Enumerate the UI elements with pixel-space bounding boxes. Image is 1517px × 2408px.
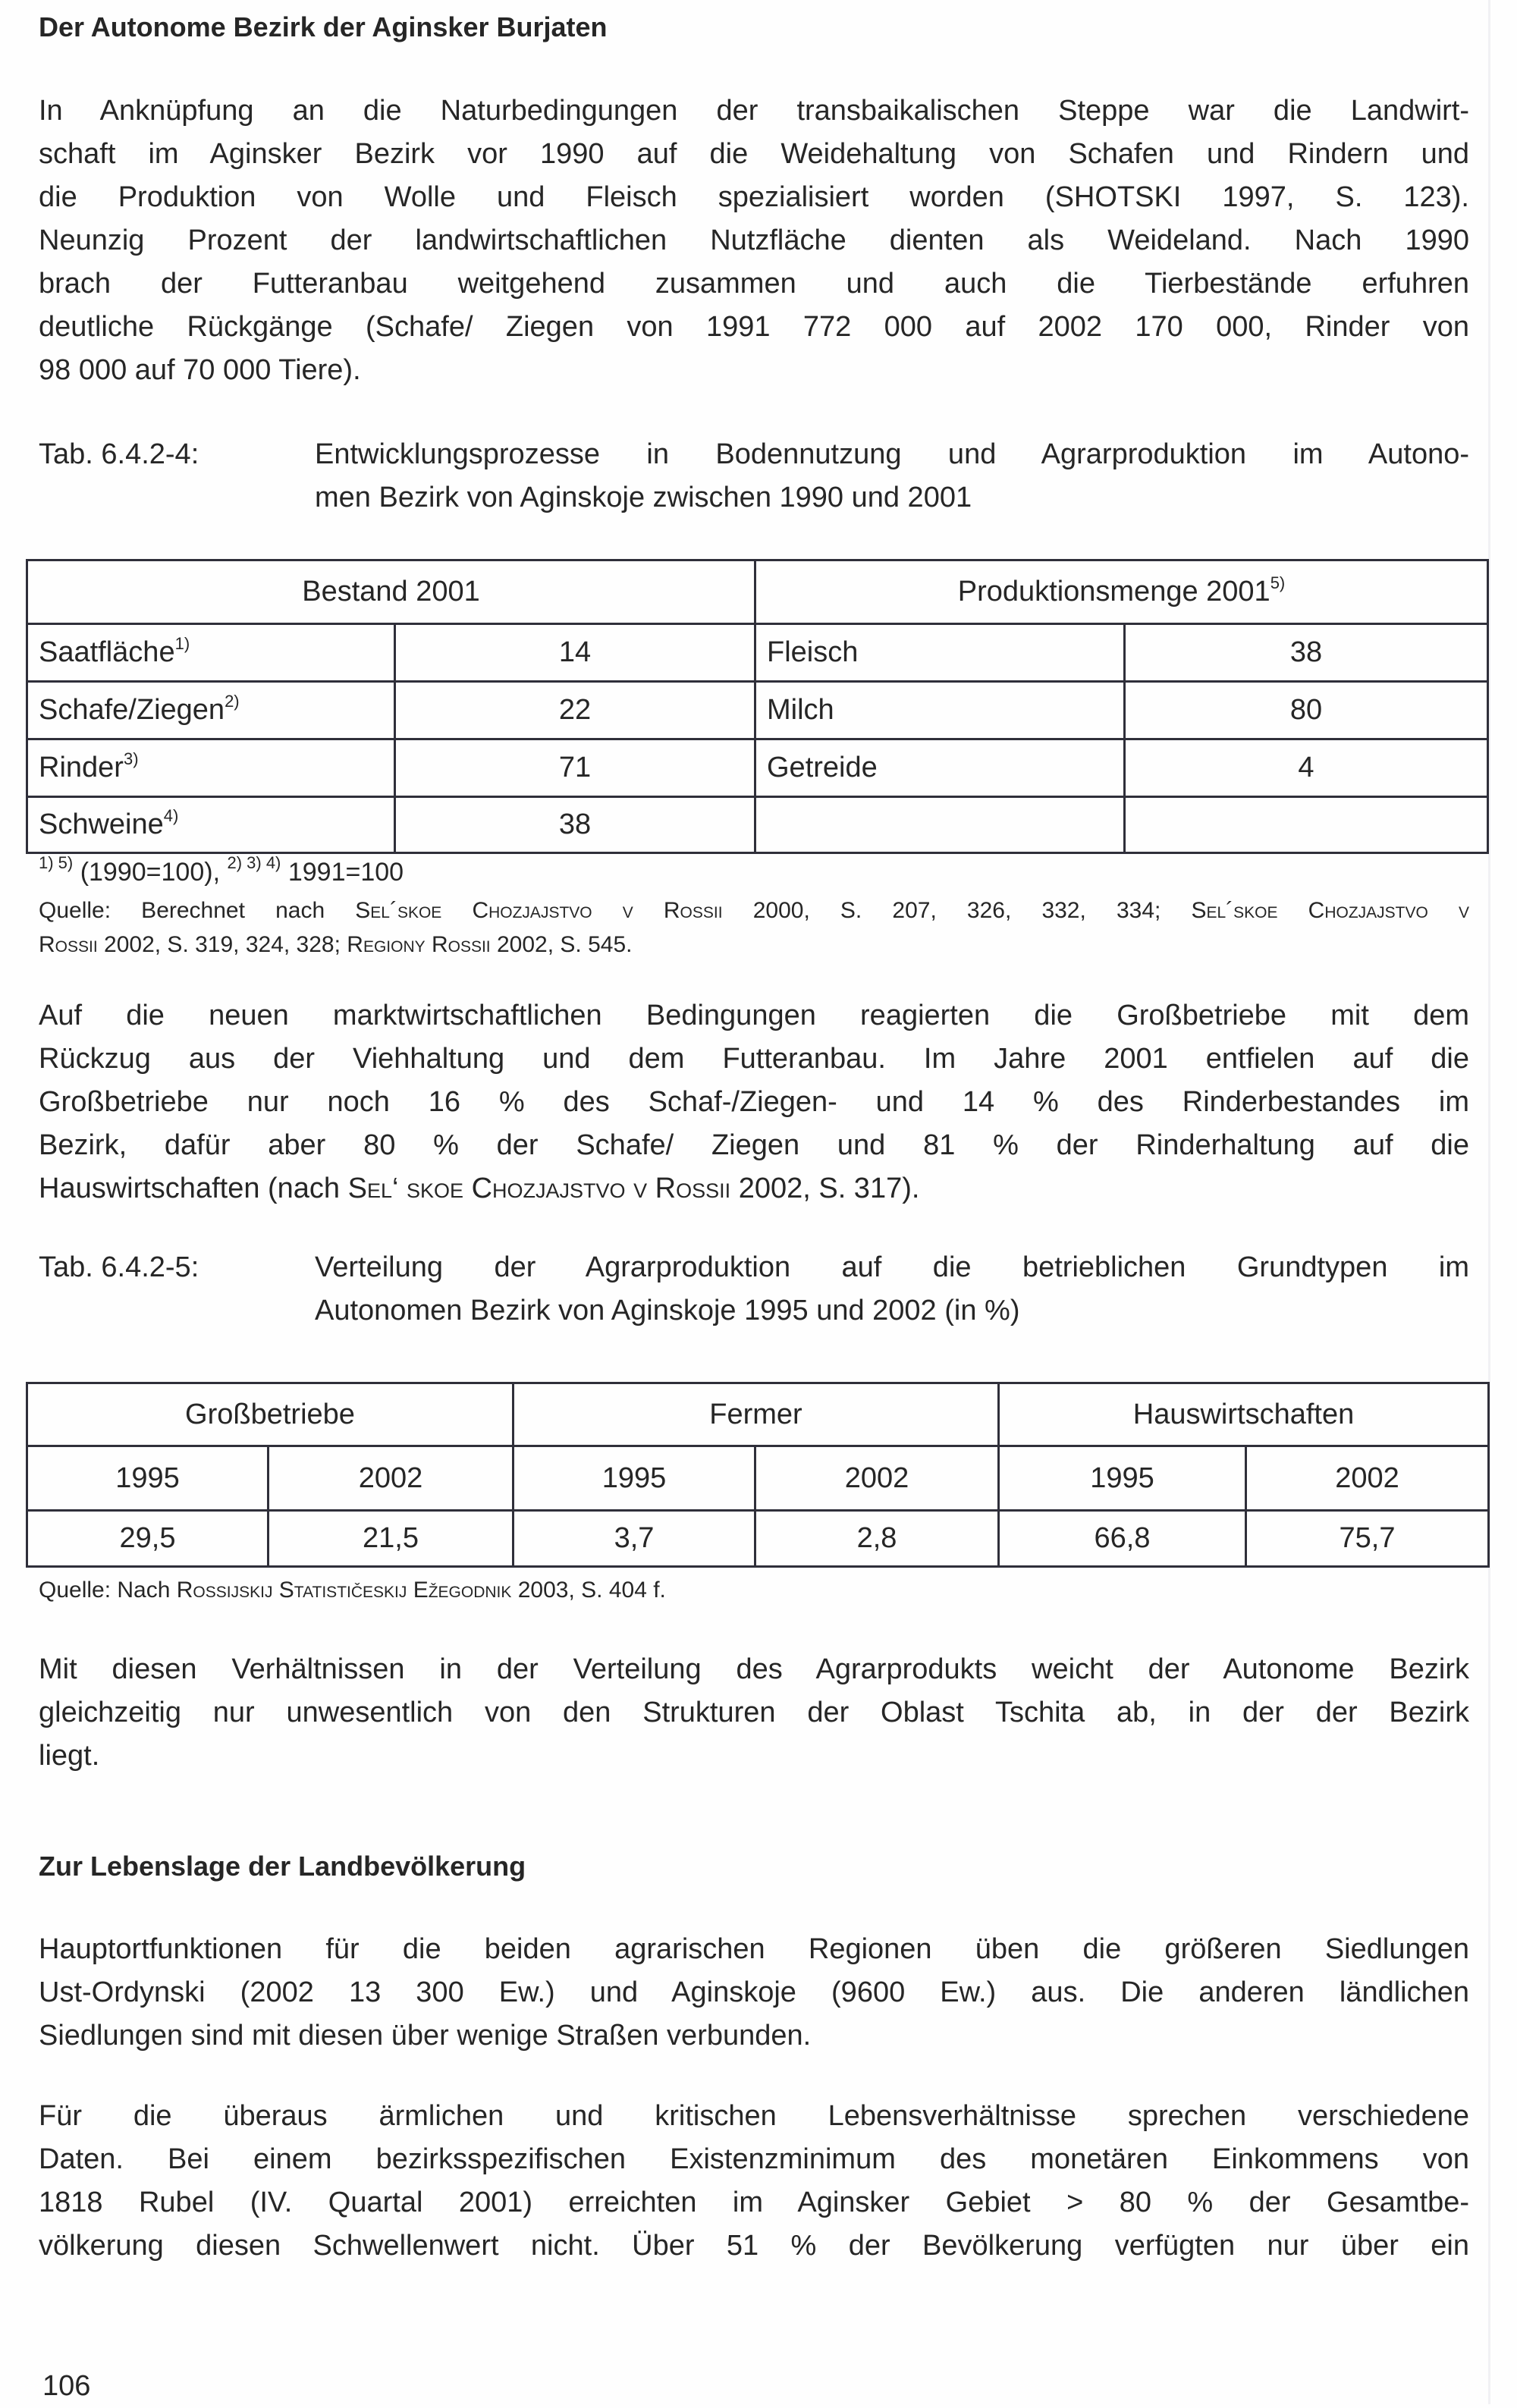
table2-caption xyxy=(39,1246,1469,1333)
table-cell: 1995 xyxy=(27,1446,269,1511)
text-line: völkerung diesen Schwellenwert nicht. Über 51 % der Bevölkerung verfügten nur über ein xyxy=(39,2230,1469,2262)
table-year-row xyxy=(27,1446,1489,1511)
table-cell: 22 xyxy=(395,682,755,739)
text-line: Großbetriebe nur noch 16 % des Schaf-/Ziegen- und 14 % des Rinderbestandes im xyxy=(39,1086,1469,1118)
table1-source xyxy=(39,893,1469,962)
table2-label: Tab. 6.4.2-5: xyxy=(39,1251,199,1283)
page-number: 106 xyxy=(42,2370,91,2402)
table-cell: 66,8 xyxy=(999,1511,1246,1567)
table-header-cell: Bestand 2001 xyxy=(27,560,755,624)
text-line: Daten. Bei einem bezirksspezifischen Existenzminimum des monetären Einkommens von xyxy=(39,2143,1469,2175)
table-cell: 1995 xyxy=(999,1446,1246,1511)
table-cell: 2002 xyxy=(755,1446,999,1511)
settlements-paragraph xyxy=(39,1928,1469,2058)
table-cell: 3,7 xyxy=(514,1511,755,1567)
text-line: die Produktion von Wolle und Fleisch spezialisiert worden (SHOTSKI 1997, S. 123). xyxy=(39,181,1469,213)
table-cell: Getreide xyxy=(755,739,1125,797)
source-line: Rossii 2002, S. 319, 324, 328; Regiony Rossii 2002, S. 545. xyxy=(39,932,633,957)
table-cell: 1995 xyxy=(514,1446,755,1511)
text-line: Mit diesen Verhältnissen in der Verteilung des Agrarprodukts weicht der Autonome Bezirk xyxy=(39,1653,1469,1685)
text-line: Hauptortfunktionen für die beiden agrarischen Regionen üben die größeren Siedlungen xyxy=(39,1933,1469,1965)
table-cell: 80 xyxy=(1125,682,1488,739)
table-cell: Schweine$^{4)}$ xyxy=(27,797,395,853)
caption-line: Verteilung der Agrarproduktion auf die betrieblichen Grundtypen im xyxy=(315,1251,1469,1283)
text-line: gleichzeitig nur unwesentlich von den Strukturen der Oblast Tschita ab, in der der Bezirk xyxy=(39,1697,1469,1728)
table-cell: 2002 xyxy=(269,1446,514,1511)
text-line: schaft im Aginsker Bezirk vor 1990 auf die Weidehaltung von Schafen und Rindern und xyxy=(39,138,1469,170)
table1 xyxy=(26,559,1489,854)
table-cell: 29,5 xyxy=(27,1511,269,1567)
table-row xyxy=(27,1511,1489,1567)
caption-line: Entwicklungsprozesse in Bodennutzung und Agrarproduktion im Autono- xyxy=(315,438,1469,470)
text-line: Bezirk, dafür aber 80 % der Schafe/ Ziegen und 81 % der Rinderhaltung auf die xyxy=(39,1129,1469,1161)
table-header-cell: Produktionsmenge 2001$^{5)}$ xyxy=(755,560,1488,624)
table-header-cell: Großbetriebe xyxy=(27,1383,514,1446)
text-line: Hauswirtschaften (nach Sel‘ skoe Chozjajstvo v Rossii 2002, S. 317). xyxy=(39,1173,920,1204)
market-paragraph xyxy=(39,994,1469,1210)
text-line: 98 000 auf 70 000 Tiere). xyxy=(39,354,361,386)
text-line: In Anknüpfung an die Naturbedingungen der transbaikalischen Steppe war die Landwirt- xyxy=(39,95,1469,127)
intro-paragraph xyxy=(39,89,1469,392)
table-cell: 21,5 xyxy=(269,1511,514,1567)
caption-line: Autonomen Bezirk von Aginskoje 1995 und 2002 (in %) xyxy=(315,1295,1020,1326)
text-line: deutliche Rückgänge (Schafe/ Ziegen von 1991 772 000 auf 2002 170 000, Rinder von xyxy=(39,311,1469,343)
source-line: Quelle: Berechnet nach Sel´skoe Chozjajstvo v Rossii 2000, S. 207, 326, 332, 334; Sel´skoe Chozjajstvo v xyxy=(39,898,1469,923)
table-cell: Fleisch xyxy=(755,624,1125,682)
table-cell: 38 xyxy=(395,797,755,853)
table-cell: 38 xyxy=(1125,624,1488,682)
table-header-cell: Fermer xyxy=(514,1383,999,1446)
table2-source xyxy=(39,1573,1469,1607)
table-cell: Schafe/Ziegen$^{2)}$ xyxy=(27,682,395,739)
table-cell: 71 xyxy=(395,739,755,797)
table-header-row xyxy=(27,1383,1489,1446)
text-line: Neunzig Prozent der landwirtschaftlichen Nutzfläche dienten als Weideland. Nach 1990 xyxy=(39,224,1469,256)
text-line: Rückzug aus der Viehhaltung und dem Futteranbau. Im Jahre 2001 entfielen auf die xyxy=(39,1043,1469,1075)
table-cell: 4 xyxy=(1125,739,1488,797)
text-line: liegt. xyxy=(39,1740,100,1772)
section-heading: Zur Lebenslage der Landbevölkerung xyxy=(39,1851,526,1882)
table-row xyxy=(27,624,1488,682)
table-cell: 75,7 xyxy=(1246,1511,1489,1567)
footnote-marks: 1) 5) xyxy=(39,853,74,872)
text-line: Siedlungen sind mit diesen über wenige Straßen verbunden. xyxy=(39,2020,812,2052)
page-edge xyxy=(1488,0,1490,2404)
table1-caption xyxy=(39,433,1469,520)
section-heading: Der Autonome Bezirk der Aginsker Burjaten xyxy=(39,11,608,42)
table-row xyxy=(27,797,1488,853)
caption-line: men Bezirk von Aginskoje zwischen 1990 und 2001 xyxy=(315,482,972,513)
text-line: 1818 Rubel (IV. Quartal 2001) erreichten im Aginsker Gebiet > 80 % der Gesamtbe- xyxy=(39,2187,1469,2218)
table-cell xyxy=(1125,797,1488,853)
table1-label: Tab. 6.4.2-4: xyxy=(39,438,199,470)
source-line: Quelle: Nach Rossijskij Statističeskij Ežegodnik 2003, S. 404 f. xyxy=(39,1578,666,1603)
table-cell: 2,8 xyxy=(755,1511,999,1567)
text-line: brach der Futteranbau weitgehend zusammen und auch die Tierbestände erfuhren xyxy=(39,268,1469,300)
table-cell: Saatfläche$^{1)}$ xyxy=(27,624,395,682)
table-header-row xyxy=(27,560,1488,624)
table-header-cell: Hauswirtschaften xyxy=(999,1383,1489,1446)
comparison-paragraph xyxy=(39,1648,1469,1778)
text-line: Ust-Ordynski (2002 13 300 Ew.) und Aginskoje (9600 Ew.) aus. Die anderen ländlichen xyxy=(39,1976,1469,2008)
text-line: Auf die neuen marktwirtschaftlichen Bedingungen reagierten die Großbetriebe mit dem xyxy=(39,1000,1469,1031)
living-conditions-paragraph xyxy=(39,2095,1469,2268)
footnote-text: 1991=100 xyxy=(287,858,404,887)
table2 xyxy=(26,1382,1490,1568)
table-row xyxy=(27,739,1488,797)
table-cell: Rinder$^{3)}$ xyxy=(27,739,395,797)
table-cell: 2002 xyxy=(1246,1446,1489,1511)
footnote-marks: 2) 3) 4) xyxy=(227,853,281,872)
table1-footnote xyxy=(39,853,404,890)
table-cell: 14 xyxy=(395,624,755,682)
footnote-text: (1990=100), xyxy=(80,858,221,887)
table-cell: Milch xyxy=(755,682,1125,739)
table-row xyxy=(27,682,1488,739)
text-line: Für die überaus ärmlichen und kritischen Lebensverhältnisse sprechen verschiedene xyxy=(39,2100,1469,2132)
table-cell xyxy=(755,797,1125,853)
